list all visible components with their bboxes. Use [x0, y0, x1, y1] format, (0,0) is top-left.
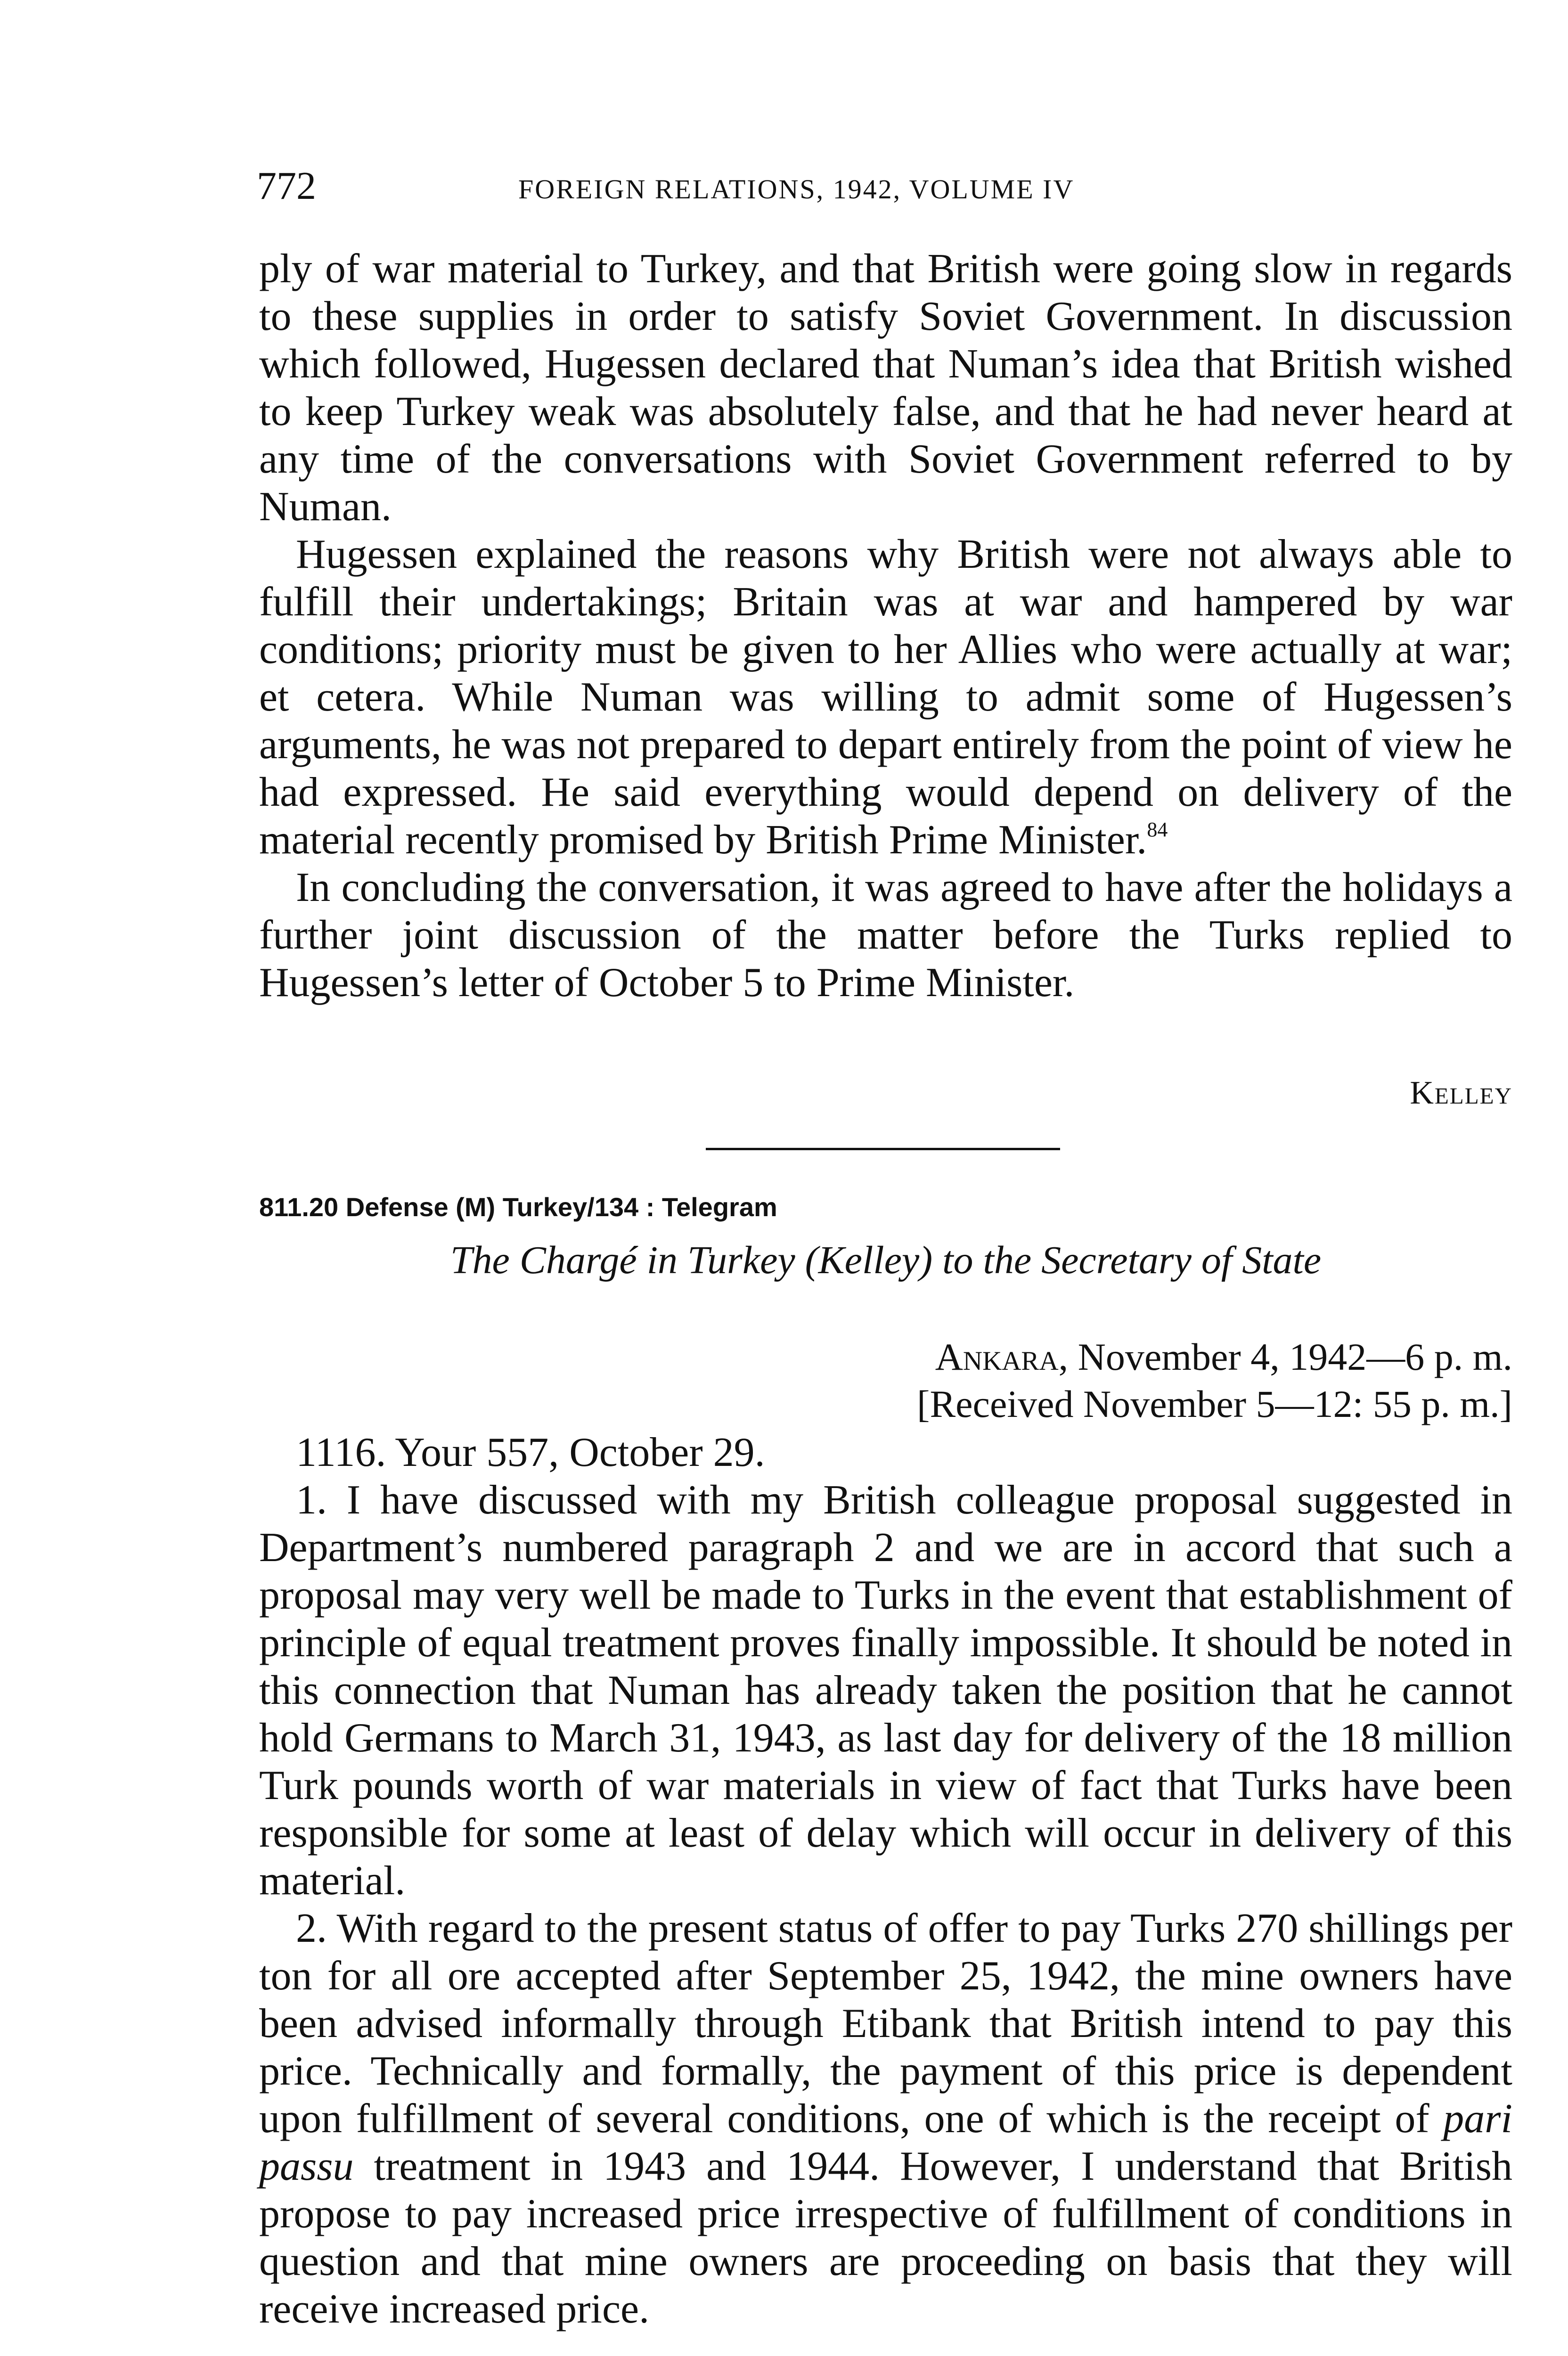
dateline-city: Ankara [935, 1335, 1059, 1378]
continued-paragraph-1: ply of war material to Turkey, and that British were going slow in regards to these supplies in order to satisfy Soviet Government. In discussion which followed, Hugessen declared that Numan’s idea that British wished to keep Turkey weak was absolutely false, and that he had never heard at any time of the conversations with Soviet Government referred to by Numan. [259, 246, 1512, 530]
point-2-text-before: 2. With regard to the present status of offer to pay Turks 270 shillings per ton for all ore accepted after September 25, 1942, the mine owners have been advised informally through Etibank that British intend to pay this price. Technically and formally, the payment of this price is dependent upon fulfillment of several conditions, one of which is the receipt of [259, 1906, 1512, 2142]
footnote-reference-84[interactable]: 84 [1147, 818, 1168, 841]
dateline-received: [Received November 5—12: 55 p. m.] [917, 1383, 1512, 1425]
paragraph-2-text: Hugessen explained the reasons why British were not always able to fulfill their undertakings; Britain was at war and hampered by war conditions; priority must be given to her Allies who were actually at war; et cetera. While Numan was willing to admit some of Hugessen’s arguments, he was not prepared to depart entirely from the point of view he had expressed. He said everything would depend on delivery of the material recently promised by British Prime Minister. [259, 532, 1512, 863]
continued-text-block [259, 245, 1512, 1006]
signature-kelley: Kelley [1410, 1075, 1512, 1111]
page-header [257, 160, 1519, 212]
dateline [917, 1333, 1512, 1428]
running-title: FOREIGN RELATIONS, 1942, VOLUME IV [518, 174, 1075, 205]
dateline-date: , November 4, 1942—6 p. m. [1058, 1335, 1512, 1378]
page-number: 772 [257, 164, 316, 208]
telegram-point-1: 1. I have discussed with my British colleague proposal suggested in Department’s numbered paragraph 2 and we are in accord that such a proposal may very well be made to Turks in the event that establishment of principle of equal treatment proves finally impossible. It should be noted in this connection that Numan has already taken the position that he cannot hold Germans to March 31, 1943, as last day for delivery of the 18 million Turk pounds worth of war materials in view of fact that Turks have been responsible for some at least of delay which will occur in delivery of this material. [259, 1477, 1512, 1904]
section-divider [706, 1148, 1060, 1150]
telegram-point-2 [259, 1905, 1512, 2333]
dateline-sent [917, 1333, 1512, 1381]
point-2-text-after: treatment in 1943 and 1944. However, I understand that British propose to pay increased price irrespective of fulfillment of conditions in question and that mine owners are proceeding on basis that they will receive increased price. [259, 2143, 1512, 2332]
point-2-italic-term: pari passu [259, 2096, 1512, 2189]
continued-paragraph-2 [259, 531, 1512, 864]
telegram-opening: 1116. Your 557, October 29. [296, 1430, 765, 1475]
file-reference: 811.20 Defense (M) Turkey/134 : Telegram [259, 1192, 777, 1222]
continued-paragraph-3: In concluding the conversation, it was agreed to have after the holidays a further joint discussion of the matter before the Turks replied to Hugessen’s letter of October 5 to Prime Minister. [259, 865, 1512, 1006]
telegram-body [259, 1429, 1512, 2333]
document-title: The Chargé in Turkey (Kelley) to the Secretary of State [450, 1238, 1322, 1282]
